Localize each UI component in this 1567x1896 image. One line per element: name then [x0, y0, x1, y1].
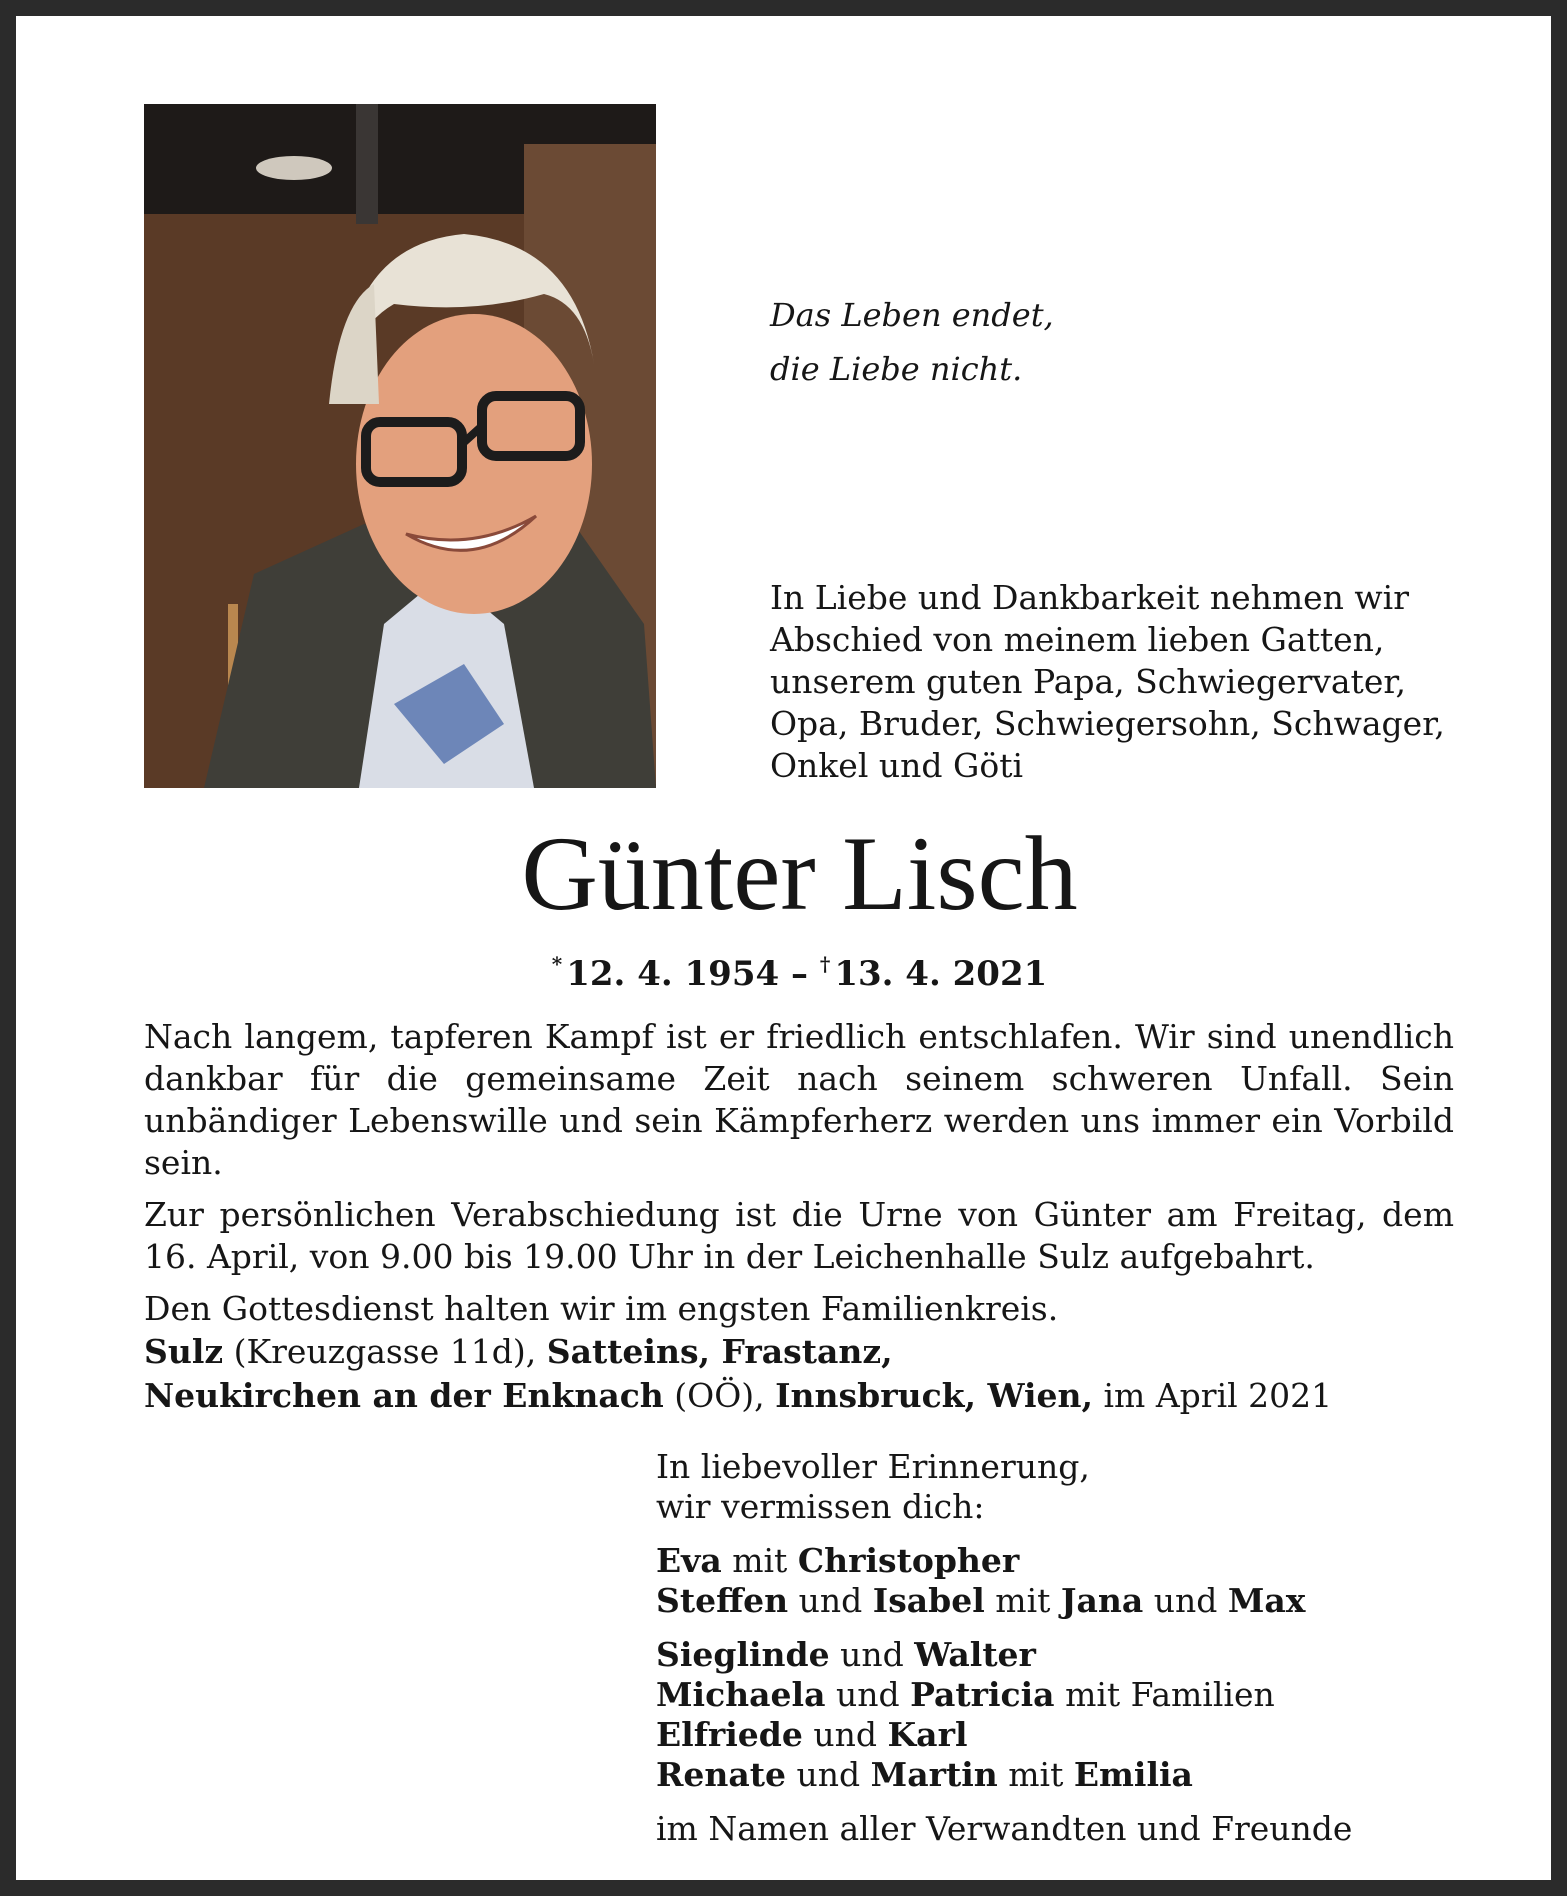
connector: und: [802, 1715, 888, 1754]
mourner-line: [656, 1715, 1456, 1755]
announcement-body: [144, 1016, 1454, 1340]
portrait-photo: [144, 104, 656, 788]
farewell-line: Opa, Bruder, Schwiegersohn, Schwager,: [770, 704, 1445, 743]
connector: mit Familien: [1054, 1675, 1275, 1714]
connector: mit: [984, 1581, 1061, 1620]
mourner-name: Karl: [887, 1715, 968, 1754]
mourner-name: Walter: [914, 1635, 1036, 1674]
farewell-line: unserem guten Papa, Schwiegervater,: [770, 662, 1406, 701]
place-note: (Kreuzgasse 11d),: [223, 1332, 547, 1371]
mourner-name: Michaela: [656, 1675, 826, 1714]
closing-line: im Namen aller Verwandten und Freunde: [656, 1809, 1353, 1848]
mourner-line: [656, 1755, 1456, 1795]
death-symbol: †: [819, 952, 831, 976]
birth-symbol: *: [551, 952, 563, 976]
mourner-name: Steffen: [656, 1581, 789, 1620]
connector: mit: [721, 1541, 798, 1580]
mourner-name: Eva: [656, 1541, 722, 1580]
mourner-name: Jana: [1060, 1581, 1144, 1620]
place-note: (OÖ),: [663, 1376, 776, 1415]
place-name: Satteins, Frastanz,: [546, 1332, 893, 1371]
memorial-quote: [770, 288, 1054, 396]
connector: und: [825, 1675, 911, 1714]
mourner-line: [656, 1541, 1456, 1581]
mourner-line: [656, 1581, 1456, 1621]
quote-line-1: Das Leben endet,: [770, 296, 1054, 334]
place-date: im April 2021: [1093, 1376, 1333, 1415]
farewell-line: Onkel und Göti: [770, 746, 1024, 785]
life-dates: [16, 942, 1567, 996]
quote-line-2: die Liebe nicht.: [770, 350, 1023, 388]
place-name: Neukirchen an der Enknach: [144, 1376, 664, 1415]
places-line: [144, 1330, 1464, 1418]
birth-date: 12. 4. 1954: [566, 954, 780, 994]
place-name: Sulz: [144, 1332, 224, 1371]
mourner-name: Max: [1227, 1581, 1306, 1620]
signoff-intro: [656, 1447, 1456, 1527]
body-paragraph: Nach langem, tapferen Kampf ist er friedlich entschlafen. Wir sind unendlich dankbar für die gemeinsame Zeit nach seinem schweren Unfall. Sein unbändiger Lebenswille und sein Kämpferherz werden uns immer ein Vorbild sein.: [144, 1017, 1454, 1182]
mourner-name: Emilia: [1073, 1755, 1193, 1794]
intro-line: wir vermissen dich:: [656, 1487, 985, 1526]
mourner-name: Martin: [870, 1755, 998, 1794]
body-paragraph: Den Gottesdienst halten wir im engsten Familienkreis.: [144, 1289, 1059, 1328]
places-row-2: [144, 1374, 1464, 1418]
connector: und: [1143, 1581, 1228, 1620]
portrait-image: [144, 104, 656, 788]
connector: und: [829, 1635, 915, 1674]
death-date: 13. 4. 2021: [834, 954, 1048, 994]
connector: und: [788, 1581, 873, 1620]
farewell-line: Abschied von meinem lieben Gatten,: [770, 620, 1385, 659]
mourner-line: [656, 1635, 1456, 1675]
mourners-signoff: [656, 1447, 1456, 1849]
places-row-1: [144, 1330, 1464, 1374]
farewell-line: In Liebe und Dankbarkeit nehmen wir: [770, 578, 1410, 617]
body-paragraph: Zur persönlichen Verabschiedung ist die Urne von Günter am Freitag, dem 16. April, von 9.00 bis 19.00 Uhr in der Leichenhalle Sulz aufgebahrt.: [144, 1195, 1454, 1276]
place-name: Innsbruck, Wien,: [775, 1376, 1094, 1415]
mourner-name: Christopher: [797, 1541, 1020, 1580]
deceased-name: Günter Lisch: [521, 815, 1078, 932]
mourner-line: [656, 1675, 1456, 1715]
mourner-name: Patricia: [910, 1675, 1055, 1714]
connector: mit: [997, 1755, 1074, 1794]
mourner-name: Renate: [656, 1755, 787, 1794]
mourner-group: [656, 1541, 1456, 1621]
date-separator: –: [791, 954, 808, 994]
intro-line: In liebevoller Erinnerung,: [656, 1447, 1090, 1486]
mourner-name: Sieglinde: [656, 1635, 830, 1674]
connector: und: [786, 1755, 871, 1794]
mourner-group: [656, 1635, 1456, 1795]
mourner-name: Elfriede: [656, 1715, 803, 1754]
mourner-name: Isabel: [872, 1581, 985, 1620]
farewell-text: [770, 577, 1453, 787]
